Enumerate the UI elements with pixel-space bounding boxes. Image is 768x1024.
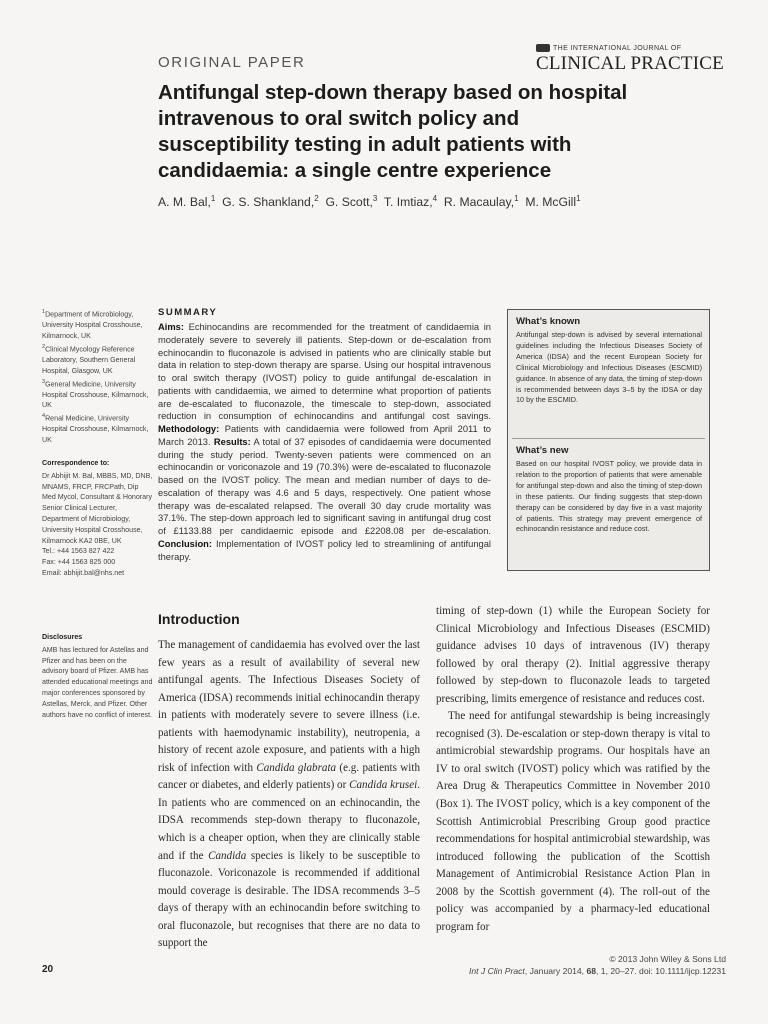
summary-abstract: Aims: Echinocandins are recommended for the treatment of candidaemia in moderately severe to severely ill patients. Step-down or de-escalation from echinocandin to fluconazole is advised in patients who are clinically stable but data in relation to step-down therapy are sparse. Using our hospital intravenous to oral switch therapy (IVOST) policy to guide antifungal de-escalation in patients with candidaemia, we aimed to determine what proportion of patients are de-escalated to fluconazole, the timescale to step-down, associated reduction in consumption of echinocandins and antifungal cost savings. Methodology: Patients with candidaemia were followed from April 2011 to March 2013. Results: A total of 37 episodes of candidaemia were documented during the study period. Twenty-seven patients were commenced on an echinocandin or voriconazole and 19 (70.3%) were de-escalated to fluconazole based on the IVOST policy. The mean and median number of days to de-escalation of therapy was 4.6 and 5 days, respectively. One patient whose therapy was de-escalated relapsed. The overall 30 day crude mortality was 37.1%. The step-down approach led to significant saving in antifungal drug cost of £1133.88 per candidaemic episode and £2208.08 per de-escalation. Conclusion: Implementation of IVOST policy led to streamlining of antifungal therapy. — [158, 322, 491, 562]
author: R. Macaulay,$^1$ — [443, 194, 519, 210]
author-list — [158, 194, 718, 209]
affiliation-item: $^2$Clinical Mycology Reference Laboratory, Southern General Hospital, Glasgow, UK — [42, 343, 136, 375]
correspondence-email: Email: abhijit.bal@nhs.net — [42, 568, 125, 577]
journal-subtitle: THE INTERNATIONAL JOURNAL OF — [553, 44, 682, 52]
journal-name: CLINICAL PRACTICE — [536, 53, 724, 74]
correspondence-line: Fax: +44 1563 825 000 — [42, 558, 116, 567]
article-title: Antifungal step-down therapy based on hospital intravenous to oral switch policy and susceptibility testing in adult patients with candidaemia: a single centre experience — [158, 81, 628, 182]
author: G. S. Shankland,$^2$ — [222, 194, 319, 210]
correspondence — [42, 458, 154, 579]
copyright-line: © 2013 John Wiley & Sons Ltd — [609, 954, 726, 964]
citation-footer — [469, 953, 726, 977]
disclosures-heading: Disclosures — [42, 633, 83, 641]
disclosures — [42, 632, 154, 720]
affiliations — [42, 307, 154, 446]
journal-logo-icon — [536, 44, 550, 52]
citation-line: Int J Clin Pract, January 2014, 68, 1, 20–27. doi: 10.1111/ijcp.12231 — [468, 966, 726, 976]
whats-known-heading: What’s known — [516, 316, 581, 327]
body-paragraph: The need for antifungal stewardship is being increasingly recognised (3). De-escalation or step-down therapy is vital to antimicrobial stewardship programs. Our hospitals have an IV to oral switch (IVOST) policy which was ratified by the Area Drug & Therapeutics Committee in November 2010 (Box 1). The IVOST policy, which is a key component of the Scottish Antimicrobial Prescribing Group good practice recommendations for hospital antimicrobial stewardship, was introduced following the publication of the Scottish Management of Antimicrobial Resistance Action Plan in 2008 by the Scottish government (4). The roll-out of the policy was accompanied by a pharmacy-led educational program for — [436, 710, 710, 933]
body-column-right — [436, 603, 710, 936]
whats-new-heading: What’s new — [516, 445, 569, 456]
page-number: 20 — [42, 964, 54, 975]
key-points-box — [507, 309, 710, 571]
whats-new-text: Based on our hospital IVOST policy, we provide data in relation to the proportion of patients that were amenable for antifungal step-down and also the timing of step-down in these patients. Our finding suggests that step-down therapy can be considered by day five in a vast majority of patients. This strategy may prevent emergence of echinocandin resistance and reduce cost. — [516, 459, 702, 534]
affiliation-item: $^3$General Medicine, University Hospital Crosshouse, Kilmarnock, UK — [42, 378, 149, 410]
journal-masthead — [536, 44, 724, 75]
correspondence-line: Department of Microbiology, University Hospital Crosshouse, Kilmarnock KA2 0BE, UK — [42, 514, 143, 545]
whats-known-text: Antifungal step-down is advised by several international guidelines including the Infectious Diseases Society of America (IDSA) and the recent European Society for Clinical Microbiology and Infectious Diseases (ESCMID) guidance. In absence of any data, the timing of step-down is recommended between days 3–5 by the IDSA or day 10 by the ESCMID. — [516, 330, 702, 405]
correspondence-heading: Correspondence to: — [42, 459, 110, 467]
body-column-left — [158, 637, 420, 953]
disclosures-text: AMB has lectured for Astellas and Pfizer and has been on the advisory board of Pfizer. AMB has attended educational meetings and major conferences sponsored by Astellas, Merck, and Pfizer. Other authors have no conflict of interest. — [42, 645, 153, 719]
body-paragraph: The management of candidaemia has evolved over the last few years as a result of availability of several new antifungal agents. The Infectious Diseases Society of America (IDSA) recommends initial echinocandin therapy in patients with moderately severe to severe illness (i.e. patients with haemodynamic instability), neutropenia, a history of recent azole exposure, and patients with a high risk of infection with Candida glabrata (e.g. patients with cancer or diabetes, and elderly patients) or Candida krusei. In patients who are commenced on an echinocandin, the IDSA recommends step-down therapy to fluconazole, which is a cheaper option, when they are clinically stable and if the Candida species is likely to be susceptible to fluconazole. Voriconazole is recommended if additional mould coverage is desirable. The IDSA recommends 3–5 days of therapy with an echinocandin before switching to oral fluconazole, but recognises that there are no data to support the — [158, 639, 420, 950]
correspondence-line: Tel.: +44 1563 827 422 — [42, 547, 115, 556]
author: G. Scott,$^3$ — [325, 194, 378, 210]
author: T. Imtiaz,$^4$ — [383, 194, 438, 210]
correspondence-line: Dr Abhijit M. Bal, MBBS, MD, DNB, MNAMS, FRCP, FRCPath, Dip Med Mycol, Consultant & Honorary Senior Clinical Lecturer, — [42, 471, 153, 513]
affiliation-item: $^1$Department of Microbiology, University Hospital Crosshouse, Kilmarnock, UK — [42, 309, 143, 340]
box-divider — [512, 438, 705, 439]
article-type-label: ORIGINAL PAPER — [158, 54, 306, 71]
body-paragraph: timing of step-down (1) while the European Society for Clinical Microbiology and Infectious Diseases (ESCMID) guidance advises 10 days of intravenous (IV) therapy followed by oral therapy (2). Initial aggressive therapy followed by step-down to fluconazole leads to targeted prescribing, limits emergence of resistance and reduces cost. — [436, 605, 710, 705]
summary-heading: SUMMARY — [158, 307, 218, 318]
introduction-heading: Introduction — [158, 611, 240, 627]
affiliation-item: $^4$Renal Medicine, University Hospital Crosshouse, Kilmarnock, UK — [42, 413, 149, 445]
author: M. McGill$^1$ — [525, 194, 581, 210]
author: A. M. Bal,$^1$ — [158, 194, 216, 210]
